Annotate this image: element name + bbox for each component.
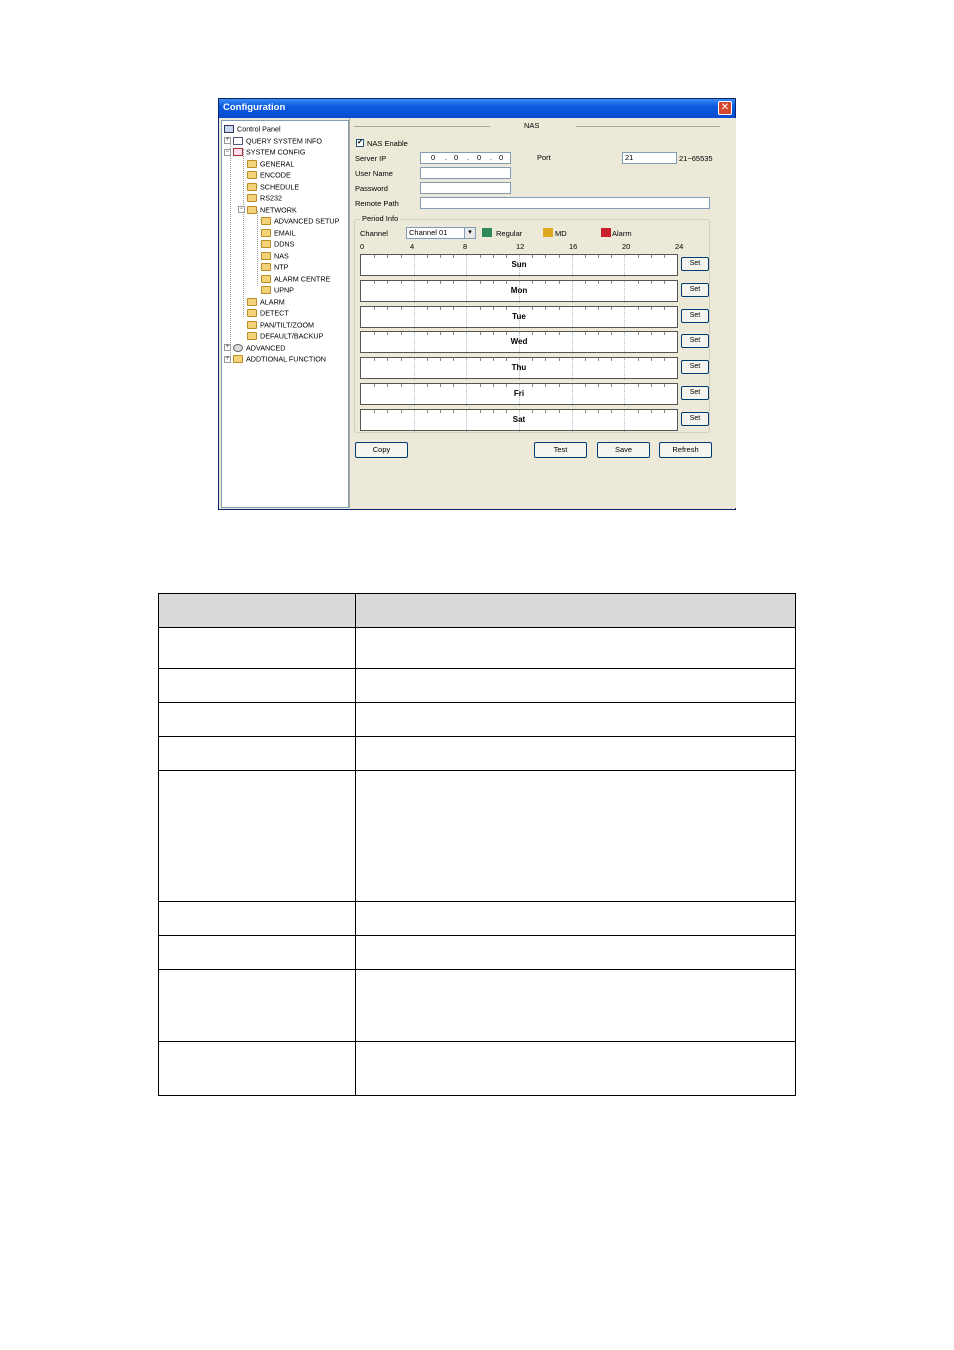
hour-tick (559, 281, 561, 284)
set-button-sun[interactable]: Set (681, 257, 709, 271)
hour-tick (532, 332, 534, 335)
table-cell (159, 936, 356, 970)
table-header-cell (159, 594, 356, 628)
ip-octet: 0 (454, 153, 459, 162)
table-cell (356, 771, 796, 902)
hour-tick (401, 255, 403, 258)
ip-octet: 0 (477, 153, 482, 162)
set-button-sat[interactable]: Set (681, 412, 709, 426)
document-icon (233, 137, 243, 145)
hour-tick (545, 384, 547, 387)
hour-tick (374, 332, 376, 335)
divider (576, 126, 720, 127)
configuration-window (218, 98, 736, 510)
table-cell (159, 703, 356, 737)
hour-tick (559, 255, 561, 258)
hour-tick (611, 410, 613, 413)
folder-icon (233, 355, 243, 363)
hour-tick (598, 255, 600, 258)
hour-tick (401, 384, 403, 387)
folder-icon (261, 240, 271, 248)
set-button-fri[interactable]: Set (681, 386, 709, 400)
hour-tick (651, 410, 653, 413)
table-cell (159, 737, 356, 771)
hour-tick (493, 281, 495, 284)
tree-item-pan-tilt-zoom[interactable] (238, 319, 314, 330)
save-button[interactable]: Save (597, 442, 650, 458)
tree-item-upnp[interactable] (252, 284, 294, 295)
tree-item-query-system-info[interactable] (224, 135, 322, 146)
table-row (159, 771, 796, 902)
ip-dot: . (445, 153, 448, 162)
day-label: Tue (512, 311, 526, 321)
hour-tick (598, 410, 600, 413)
hour-tick (532, 358, 534, 361)
day-label: Thu (511, 363, 527, 373)
tree-item-rs232[interactable] (238, 192, 282, 203)
table-row (159, 703, 796, 737)
table-row (159, 936, 796, 970)
hour-tick (545, 358, 547, 361)
table-cell (356, 669, 796, 703)
hour-tick (611, 307, 613, 310)
hour-tick-label: 24 (675, 242, 684, 251)
hour-tick (453, 255, 455, 258)
hour-tick (585, 384, 587, 387)
hour-tick (506, 410, 508, 413)
hour-tick (545, 307, 547, 310)
port-label: Port (537, 153, 551, 162)
hour-tick (545, 281, 547, 284)
hour-tick (585, 332, 587, 335)
day-timeline-sun[interactable] (360, 254, 678, 276)
day-label: Sat (512, 414, 526, 424)
day-timeline-sat[interactable] (360, 409, 678, 431)
legend-swatch-alarm (601, 228, 611, 237)
folder-icon (247, 321, 257, 329)
hour-tick (611, 332, 613, 335)
hour-tick (427, 281, 429, 284)
day-timeline-mon[interactable] (360, 280, 678, 302)
hour-tick (387, 281, 389, 284)
monitor-icon (224, 125, 234, 133)
hour-tick (480, 358, 482, 361)
table-cell (159, 970, 356, 1042)
ip-dot: . (467, 153, 470, 162)
hour-tick (453, 384, 455, 387)
folder-icon (247, 298, 257, 306)
hour-tick (598, 281, 600, 284)
day-label: Sun (511, 260, 527, 269)
channel-select[interactable] (406, 227, 476, 239)
tree-item-control-panel[interactable] (224, 123, 281, 134)
hour-tick (664, 410, 666, 413)
hour-tick (585, 307, 587, 310)
hour-tick (638, 307, 640, 310)
folder-icon (247, 332, 257, 340)
expand-icon[interactable]: + (225, 137, 230, 144)
hour-tick-label: 8 (463, 242, 468, 251)
tree-item-email[interactable] (252, 227, 296, 238)
tree-item-label: ALARM CENTRE (274, 274, 331, 284)
close-icon[interactable]: ✕ (718, 101, 732, 115)
tree-item-label: NETWORK (260, 205, 297, 215)
hour-tick (387, 255, 389, 258)
tree-item-label: ADVANCED (246, 343, 286, 353)
day-label: Fri (513, 389, 525, 398)
tree-item-label: ALARM (260, 297, 285, 307)
hour-tick (374, 255, 376, 258)
hour-tick (664, 332, 666, 335)
network-icon (233, 148, 243, 156)
tree-item-label: ADDTIONAL FUNCTION (246, 354, 326, 364)
tree-item-schedule[interactable] (238, 181, 299, 192)
hour-tick (638, 332, 640, 335)
hour-tick (401, 307, 403, 310)
hour-tick (664, 358, 666, 361)
table-row (159, 737, 796, 771)
hour-tick (545, 255, 547, 258)
hour-tick (440, 384, 442, 387)
hour-tick (598, 332, 600, 335)
folder-icon (247, 206, 257, 214)
folder-icon (261, 286, 271, 294)
tree-item-label: NAS (274, 251, 289, 261)
hour-tick (545, 410, 547, 413)
table-cell (356, 902, 796, 936)
legend-label-md: MD (555, 229, 567, 238)
refresh-button[interactable]: Refresh (659, 442, 712, 458)
hour-tick (374, 281, 376, 284)
table-row (159, 1042, 796, 1096)
hour-tick-label: 16 (569, 242, 578, 251)
hour-tick (427, 307, 429, 310)
day-label: Wed (510, 337, 528, 347)
day-label: Mon (510, 285, 528, 295)
hour-tick (585, 255, 587, 258)
tree-item-label: SCHEDULE (260, 182, 300, 192)
hour-tick (493, 384, 495, 387)
tree-item-label: SYSTEM CONFIG (246, 147, 306, 157)
hour-tick (532, 255, 534, 258)
day-timeline-thu[interactable] (360, 357, 678, 379)
legend-label-regular: Regular (496, 229, 523, 238)
nas-enable-checkbox[interactable]: ✔ (357, 139, 363, 146)
tree-item-default-backup[interactable] (238, 330, 323, 341)
ip-dot: . (490, 153, 493, 162)
password-field[interactable] (420, 182, 511, 194)
ip-octet: 0 (431, 153, 436, 162)
hour-tick (638, 281, 640, 284)
folder-icon (261, 217, 271, 225)
hour-tick (480, 384, 482, 387)
hour-tick (598, 358, 600, 361)
tree-item-label: ADVANCED SETUP (274, 216, 340, 226)
hour-tick (559, 332, 561, 335)
hour-tick (427, 358, 429, 361)
hour-tick (559, 358, 561, 361)
tree-item-network[interactable] (238, 204, 297, 215)
hour-tick (387, 307, 389, 310)
hour-tick (651, 358, 653, 361)
hour-tick (401, 410, 403, 413)
expand-icon[interactable]: + (225, 355, 230, 362)
hour-tick (374, 410, 376, 413)
hour-tick (427, 384, 429, 387)
hour-tick (598, 307, 600, 310)
hour-tick (493, 307, 495, 310)
hour-tick (453, 332, 455, 335)
hour-tick (598, 384, 600, 387)
tree-item-general[interactable] (238, 158, 294, 169)
tree-item-alarm[interactable] (238, 296, 285, 307)
hour-tick (651, 384, 653, 387)
folder-icon (261, 275, 271, 283)
hour-tick (440, 281, 442, 284)
hour-tick (374, 384, 376, 387)
hour-tick (427, 410, 429, 413)
navigation-tree (221, 120, 349, 508)
collapse-icon[interactable]: − (225, 148, 230, 155)
collapse-icon[interactable]: − (239, 206, 244, 213)
tree-item-ntp[interactable] (252, 261, 288, 272)
table-header-row (159, 594, 796, 628)
legend-swatch-regular (482, 228, 492, 237)
hour-tick (440, 332, 442, 335)
hour-tick (480, 281, 482, 284)
server-ip-label: Server IP (355, 154, 387, 163)
hour-tick-label: 20 (622, 242, 631, 251)
table-cell (356, 970, 796, 1042)
hour-tick (532, 307, 534, 310)
day-timeline-wed[interactable] (360, 331, 678, 353)
tree-item-label: EMAIL (274, 228, 296, 238)
hour-tick (401, 358, 403, 361)
test-button[interactable]: Test (534, 442, 587, 458)
set-button-wed[interactable]: Set (681, 334, 709, 348)
hour-tick (387, 358, 389, 361)
hour-tick (453, 307, 455, 310)
hour-tick (480, 255, 482, 258)
hour-tick (427, 332, 429, 335)
hour-tick (493, 255, 495, 258)
set-button-mon[interactable]: Set (681, 283, 709, 297)
tree-item-label: GENERAL (260, 159, 295, 169)
table-row (159, 970, 796, 1042)
table-cell (159, 771, 356, 902)
hour-tick (387, 332, 389, 335)
hour-tick (611, 358, 613, 361)
hour-tick (506, 358, 508, 361)
table-row (159, 902, 796, 936)
tree-item-label: PAN/TILT/ZOOM (260, 320, 315, 330)
parameter-table (158, 593, 796, 1096)
hour-tick (453, 410, 455, 413)
hour-tick (664, 307, 666, 310)
table-cell (159, 902, 356, 936)
hour-tick (506, 281, 508, 284)
hour-tick (585, 410, 587, 413)
legend-label-alarm: Alarm (612, 229, 632, 238)
table-cell (356, 1042, 796, 1096)
hour-tick (585, 281, 587, 284)
hour-tick (440, 358, 442, 361)
chevron-down-icon[interactable]: ▾ (464, 228, 475, 238)
hour-tick (559, 410, 561, 413)
hour-tick (545, 332, 547, 335)
hour-tick (440, 307, 442, 310)
hour-tick (506, 307, 508, 310)
hour-tick (638, 384, 640, 387)
table-cell (356, 936, 796, 970)
remote-path-label: Remote Path (355, 199, 399, 208)
day-timeline-fri[interactable] (360, 383, 678, 405)
hour-tick (374, 358, 376, 361)
hour-tick (480, 332, 482, 335)
folder-icon (247, 171, 257, 179)
hour-tick (664, 255, 666, 258)
hour-tick (638, 410, 640, 413)
hour-tick (440, 410, 442, 413)
copy-button[interactable]: Copy (355, 442, 408, 458)
hour-tick (453, 358, 455, 361)
hour-tick (427, 255, 429, 258)
tree-connector (230, 137, 231, 357)
day-timeline-tue[interactable] (360, 306, 678, 328)
hour-tick (453, 281, 455, 284)
table-row (159, 669, 796, 703)
tree-item-label: UPNP (274, 285, 294, 295)
table-cell (356, 628, 796, 669)
hour-tick-label: 4 (410, 242, 415, 251)
nas-panel (349, 118, 736, 508)
port-range-hint: 21~65535 (679, 154, 713, 163)
hour-tick (559, 307, 561, 310)
expand-icon[interactable]: + (225, 344, 230, 351)
username-label: User Name (355, 169, 393, 178)
hour-tick (506, 332, 508, 335)
hour-tick (387, 384, 389, 387)
table-row (159, 628, 796, 669)
tree-item-advanced-setup[interactable] (252, 215, 339, 226)
table-cell (159, 628, 356, 669)
tree-item-detect[interactable] (238, 307, 289, 318)
tree-item-nas[interactable] (252, 250, 289, 261)
folder-icon (247, 194, 257, 202)
folder-icon (247, 160, 257, 168)
hour-tick (585, 358, 587, 361)
gear-icon (233, 344, 243, 352)
hour-tick (611, 255, 613, 258)
hour-tick (638, 358, 640, 361)
channel-label: Channel (360, 229, 388, 238)
table-cell (356, 703, 796, 737)
hour-tick (611, 384, 613, 387)
hour-tick (651, 255, 653, 258)
tree-item-system-config[interactable] (224, 146, 306, 157)
hour-tick (440, 255, 442, 258)
remote-path-field[interactable] (420, 197, 710, 209)
table-cell (159, 1042, 356, 1096)
password-label: Password (355, 184, 388, 193)
table-header-cell (356, 594, 796, 628)
tree-item-label: RS232 (260, 193, 282, 203)
hour-tick (651, 332, 653, 335)
folder-icon (247, 183, 257, 191)
hour-tick (532, 384, 534, 387)
folder-icon (261, 263, 271, 271)
divider (354, 126, 490, 127)
tree-item-label: QUERY SYSTEM INFO (246, 136, 323, 146)
hour-tick (480, 410, 482, 413)
channel-value: Channel 01 (409, 228, 448, 237)
hour-tick (532, 281, 534, 284)
tree-item-label: ENCODE (260, 170, 291, 180)
tree-item-label: DETECT (260, 308, 289, 318)
tree-item-alarm-centre[interactable] (252, 273, 330, 284)
hour-tick (506, 255, 508, 258)
hour-tick (651, 281, 653, 284)
hour-tick-label: 12 (516, 242, 525, 251)
window-title: Configuration (223, 102, 286, 113)
hour-tick (638, 255, 640, 258)
hour-tick (401, 332, 403, 335)
hour-tick (387, 410, 389, 413)
tree-item-label: Control Panel (237, 124, 281, 134)
hour-tick (664, 384, 666, 387)
tree-item-encode[interactable] (238, 169, 291, 180)
tree-item-ddns[interactable] (252, 238, 294, 249)
folder-icon (261, 229, 271, 237)
legend-swatch-md (543, 228, 553, 237)
server-ip-field[interactable] (420, 152, 511, 164)
folder-icon (261, 252, 271, 260)
hour-tick (664, 281, 666, 284)
hour-tick-label: 0 (360, 242, 365, 251)
tree-item-addtional-function[interactable] (224, 353, 326, 364)
tree-item-label: DEFAULT/BACKUP (260, 331, 324, 341)
hour-tick (401, 281, 403, 284)
tree-item-label: DDNS (274, 239, 295, 249)
tree-item-label: NTP (274, 262, 289, 272)
hour-tick (651, 307, 653, 310)
hour-tick (480, 307, 482, 310)
section-title: NAS (524, 121, 540, 130)
nas-enable-label: NAS Enable (367, 139, 408, 148)
username-field[interactable] (420, 167, 511, 179)
hour-tick (374, 307, 376, 310)
table-cell (159, 669, 356, 703)
folder-icon (247, 309, 257, 317)
port-field[interactable]: 21 (622, 152, 677, 164)
hour-tick (559, 384, 561, 387)
title-bar[interactable] (219, 99, 735, 118)
tree-item-advanced[interactable] (224, 342, 285, 353)
set-button-tue[interactable]: Set (681, 309, 709, 323)
hour-tick (493, 410, 495, 413)
hour-tick (506, 384, 508, 387)
hour-tick (532, 410, 534, 413)
period-info-title: Period Info (362, 214, 399, 223)
table-cell (356, 737, 796, 771)
set-button-thu[interactable]: Set (681, 360, 709, 374)
hour-tick (493, 358, 495, 361)
hour-tick (611, 281, 613, 284)
ip-octet: 0 (499, 153, 504, 162)
hour-tick (493, 332, 495, 335)
